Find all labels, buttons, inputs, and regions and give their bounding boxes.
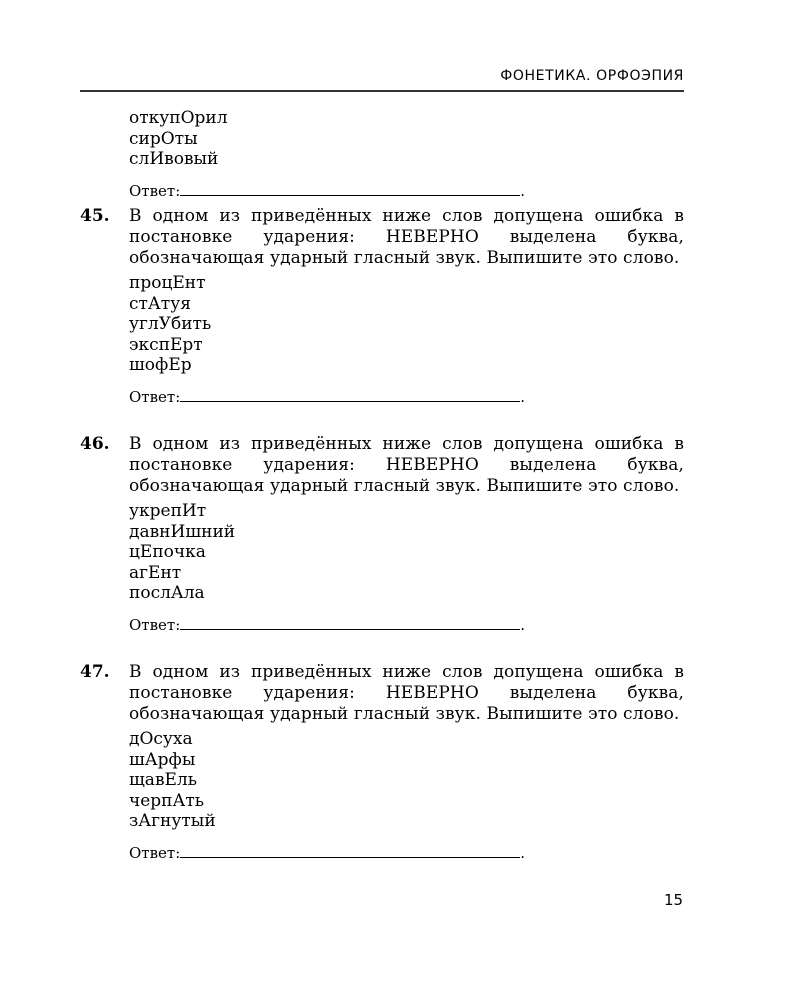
task-body [129, 434, 684, 635]
word-option: экспЕрт [129, 334, 203, 355]
answer-end: . [520, 615, 526, 634]
answer-row [129, 387, 684, 407]
task-prompt: В одном из приведённых ниже слов допущена ошибка в постановке ударения: НЕВЕРНО выделена буква, обозначающая ударный гласный звук. Выпишите это слово. [129, 206, 684, 268]
word-list [129, 108, 684, 170]
answer-row [129, 843, 684, 863]
word-option: цЕпочка [129, 542, 206, 563]
word-option: шофЕр [129, 355, 192, 376]
word-option: дОсуха [129, 729, 193, 749]
task-number: 46. [80, 434, 110, 454]
task-number: 47. [80, 662, 110, 682]
answer-end: . [520, 181, 526, 200]
word-option: послАла [129, 583, 205, 604]
word-option: откупОрил [129, 108, 228, 128]
answer-blank [180, 843, 520, 858]
answer-label: Ответ: [129, 387, 181, 406]
task-body [129, 206, 684, 407]
word-option: слИвовый [129, 149, 219, 170]
task-prompt: В одном из приведённых ниже слов допущена ошибка в постановке ударения: НЕВЕРНО выделена буква, обозначающая ударный гласный звук. Выпишите это слово. [129, 434, 684, 496]
page-number: 15 [664, 891, 684, 909]
word-option: щавЕль [129, 770, 197, 791]
answer-blank [180, 387, 520, 402]
word-option: стАтуя [129, 293, 191, 314]
word-option: черпАть [129, 790, 205, 811]
task-body [129, 662, 684, 863]
running-header [80, 66, 684, 92]
section-title: ФОНЕТИКА. ОРФОЭПИЯ [500, 68, 684, 84]
task-45 [80, 206, 684, 407]
carry-over-task [129, 108, 684, 201]
task-number: 45. [80, 206, 110, 226]
task-prompt: В одном из приведённых ниже слов допущена ошибка в постановке ударения: НЕВЕРНО выделена буква, обозначающая ударный гласный звук. Выпишите это слово. [129, 662, 684, 724]
word-option: зАгнутый [129, 811, 216, 832]
task-47 [80, 662, 684, 863]
word-option: процЕнт [129, 273, 206, 293]
word-option: шАрфы [129, 749, 196, 770]
task-46 [80, 434, 684, 635]
answer-blank [180, 615, 520, 630]
word-option: сирОты [129, 128, 198, 149]
answer-end: . [520, 387, 526, 406]
word-option: агЕнт [129, 562, 182, 583]
word-list [129, 729, 684, 832]
word-option: углУбить [129, 314, 212, 335]
answer-label: Ответ: [129, 181, 181, 200]
answer-row [129, 615, 684, 635]
answer-row [129, 181, 684, 201]
answer-end: . [520, 843, 526, 862]
answer-label: Ответ: [129, 615, 181, 634]
word-option: укрепИт [129, 501, 207, 521]
answer-blank [180, 181, 520, 196]
answer-label: Ответ: [129, 843, 181, 862]
word-list [129, 273, 684, 376]
word-option: давнИшний [129, 521, 236, 542]
word-list [129, 501, 684, 604]
